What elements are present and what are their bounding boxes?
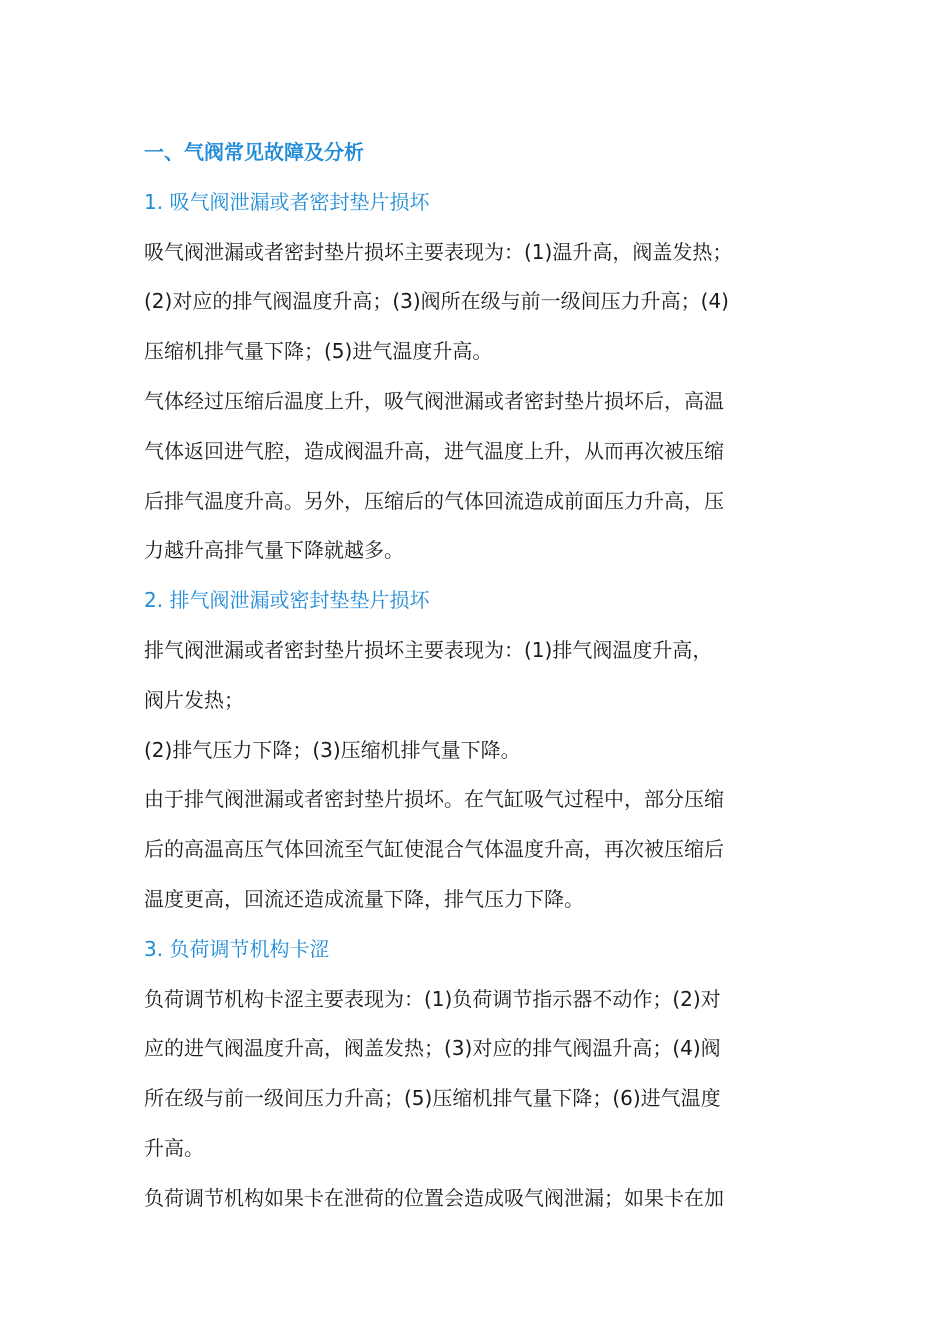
paragraph-line: 温度更高，回流还造成流量下降，排气压力下降。 bbox=[144, 886, 584, 911]
section-3-title: 3. 负荷调节机构卡涩 bbox=[144, 936, 330, 961]
paragraph-line: (2)对应的排气阀温度升高；(3)阀所在级与前一级间压力升高；(4) bbox=[144, 289, 729, 314]
paragraph-line: 所在级与前一级间压力升高；(5)压缩机排气量下降；(6)进气温度 bbox=[144, 1086, 721, 1111]
section-3 bbox=[144, 925, 808, 1224]
document-page bbox=[144, 128, 808, 1224]
main-heading: 一、气阀常见故障及分析 bbox=[144, 140, 364, 164]
paragraph-line: 排气阀泄漏或者密封垫片损坏主要表现为：(1)排气阀温度升高， bbox=[144, 637, 713, 662]
paragraph-line: 后的高温高压气体回流至气缸使混合气体温度升高，再次被压缩后 bbox=[144, 837, 724, 862]
paragraph-line: 负荷调节机构卡涩主要表现为：(1)负荷调节指示器不动作；(2)对 bbox=[144, 986, 721, 1011]
section-1-title: 1. 吸气阀泄漏或者密封垫片损坏 bbox=[144, 189, 430, 214]
paragraph-line: 由于排气阀泄漏或者密封垫片损坏。在气缸吸气过程中，部分压缩 bbox=[144, 787, 724, 812]
section-1 bbox=[144, 178, 808, 576]
paragraph-line: 吸气阀泄漏或者密封垫片损坏主要表现为：(1)温升高，阀盖发热； bbox=[144, 239, 733, 264]
paragraph-line: 压缩机排气量下降；(5)进气温度升高。 bbox=[144, 339, 493, 364]
paragraph-line: 气体返回进气腔，造成阀温升高，进气温度上升，从而再次被压缩 bbox=[144, 438, 724, 463]
paragraph-line: 阀片发热； bbox=[144, 687, 244, 712]
section-2-title: 2. 排气阀泄漏或密封垫垫片损坏 bbox=[144, 588, 430, 613]
paragraph-line: 气体经过压缩后温度上升，吸气阀泄漏或者密封垫片损坏后，高温 bbox=[144, 388, 724, 413]
paragraph-line: 负荷调节机构如果卡在泄荷的位置会造成吸气阀泄漏；如果卡在加 bbox=[144, 1185, 724, 1210]
paragraph-line: 力越升高排气量下降就越多。 bbox=[144, 538, 404, 563]
paragraph-line: (2)排气压力下降；(3)压缩机排气量下降。 bbox=[144, 737, 521, 762]
paragraph-line: 升高。 bbox=[144, 1135, 204, 1160]
paragraph-line: 后排气温度升高。另外，压缩后的气体回流造成前面压力升高，压 bbox=[144, 488, 724, 513]
paragraph-line: 应的进气阀温度升高，阀盖发热；(3)对应的排气阀温升高；(4)阀 bbox=[144, 1036, 721, 1061]
section-2 bbox=[144, 576, 808, 925]
